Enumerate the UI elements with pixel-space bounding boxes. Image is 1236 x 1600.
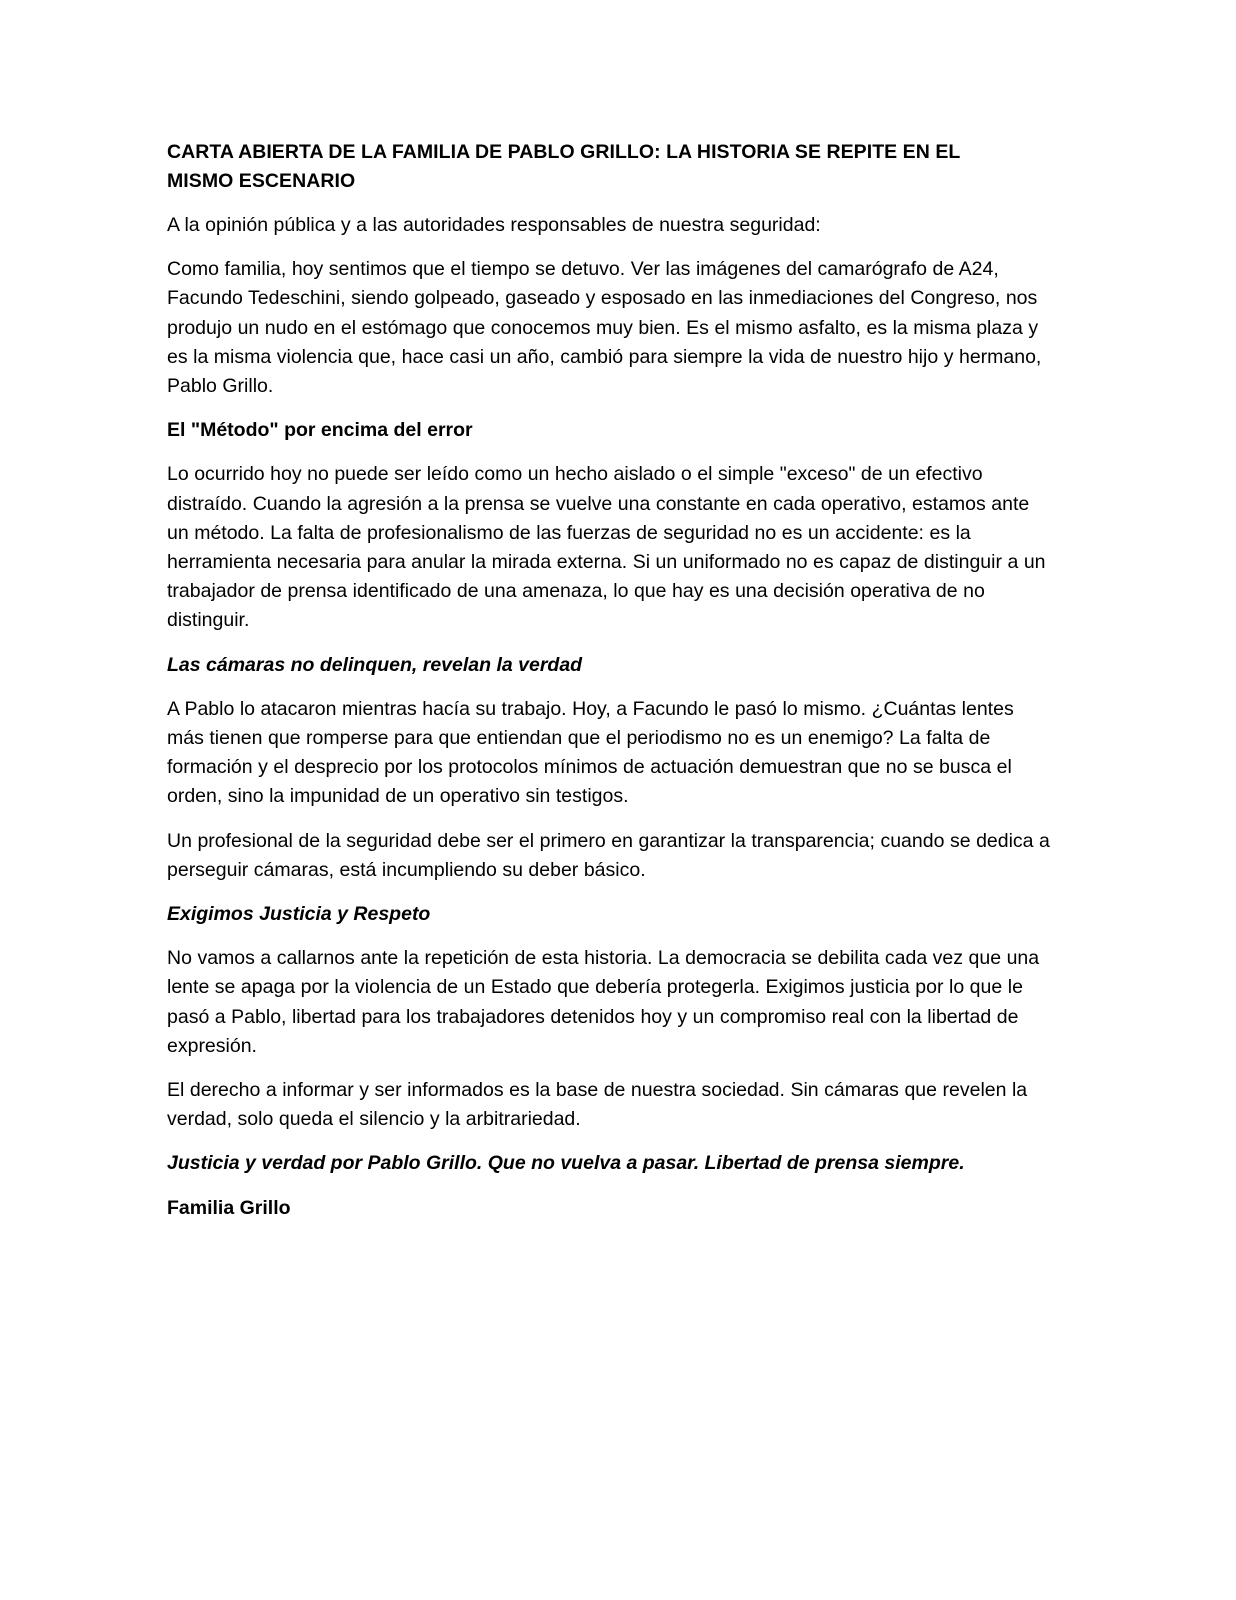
section-paragraph-exigimos-2: El derecho a informar y ser informados es la base de nuestra sociedad. Sin cámaras que revelen la verdad, solo queda el silencio y la arbitrariedad.	[167, 1079, 1028, 1131]
section-heading-metodo: El "Método" por encima del error	[167, 419, 473, 442]
salutation-paragraph: A la opinión pública y a las autoridades responsables de nuestra seguridad:	[167, 214, 821, 236]
section-paragraph-camaras-2: Un profesional de la seguridad debe ser el primero en garantizar la transparencia; cuando se dedica a perseguir cámaras, está incumpliendo su deber básico.	[167, 829, 1050, 881]
section-paragraph-camaras-1: A Pablo lo atacaron mientras hacía su trabajo. Hoy, a Facundo le pasó lo mismo. ¿Cuántas lentes más tienen que romperse para que entiendan que el periodismo no es un enemigo? La falta de formación y el desprecio por los protocolos mínimos de actuación demuestran que no se busca el orden, sino la impunidad de un operativo sin testigos.	[167, 697, 1014, 808]
section-heading-exigimos: Exigimos Justicia y Respeto	[167, 903, 431, 926]
page-title: CARTA ABIERTA DE LA FAMILIA DE PABLO GRILLO: LA HISTORIA SE REPITE EN EL MISMO ESCENARIO	[167, 141, 960, 192]
section-paragraph-metodo-1: Lo ocurrido hoy no puede ser leído como un hecho aislado o el simple "exceso" de un efectivo distraído. Cuando la agresión a la prensa se vuelve una constante en cada operativo, estamos ante un método. La falta de profesionalismo de las fuerzas de seguridad no es un accidente: es la herramienta necesaria para anular la mirada externa. Si un uniformado no es capaz de distinguir a un trabajador de prensa identificado de una amenaza, lo que hay es una decisión operativa de no distinguir.	[167, 463, 1046, 632]
closing-statement: Justicia y verdad por Pablo Grillo. Que no vuelva a pasar. Libertad de prensa siempre.	[167, 1152, 965, 1175]
section-heading-camaras: Las cámaras no delinquen, revelan la verdad	[167, 653, 583, 676]
section-paragraph-exigimos-1: No vamos a callarnos ante la repetición de esta historia. La democracia se debilita cada vez que una lente se apaga por la violencia de un Estado que debería protegerla. Exigimos justicia por lo que le pasó a Pablo, libertad para los trabajadores detenidos hoy y un compromiso real con la libertad de expresión.	[167, 947, 1040, 1057]
intro-paragraph: Como familia, hoy sentimos que el tiempo se detuvo. Ver las imágenes del camarógrafo de A24, Facundo Tedeschini, siendo golpeado, gaseado y esposado en las inmediaciones del Congreso, nos produjo un nudo en el estómago que conocemos muy bien. Es el mismo asfalto, es la misma plaza y es la misma violencia que, hace casi un año, cambió para siempre la vida de nuestro hijo y hermano, Pablo Grillo.	[167, 258, 1042, 398]
document-body	[167, 138, 1050, 1223]
signature: Familia Grillo	[167, 1196, 291, 1219]
